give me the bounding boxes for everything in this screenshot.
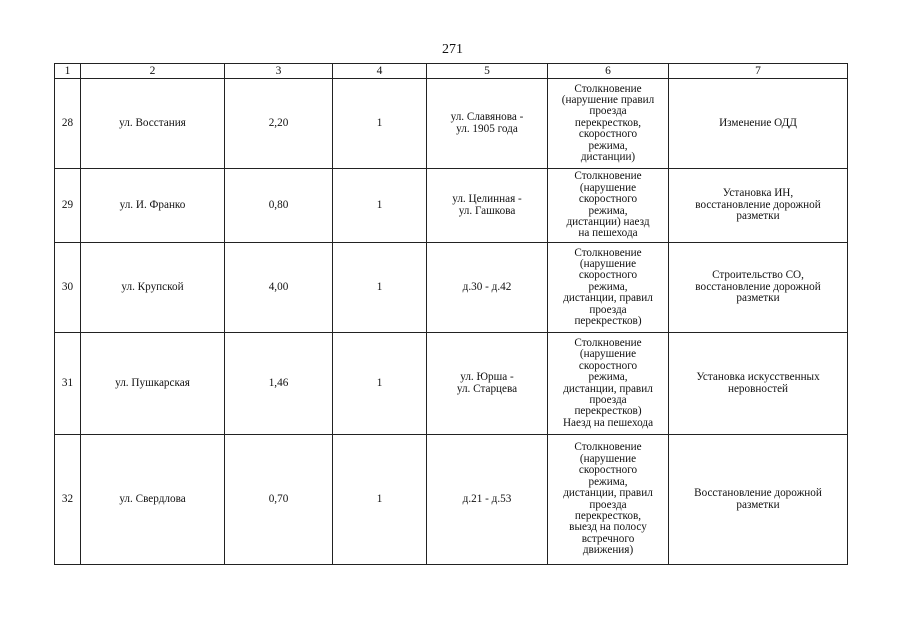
proposed-measures: Установка ИН, восстановление дорожной разметки [669, 169, 848, 243]
street-section: ул. Целинная - ул. Гашкова [427, 169, 548, 243]
accident-count: 1 [333, 333, 427, 435]
street-section: ул. Славянова - ул. 1905 года [427, 79, 548, 169]
table-row [55, 79, 848, 169]
street-name: ул. Крупской [81, 243, 225, 333]
street-name: ул. Восстания [81, 79, 225, 169]
section-length: 0,80 [225, 169, 333, 243]
page-number: 271 [442, 42, 463, 57]
row-number: 31 [55, 333, 81, 435]
accident-count: 1 [333, 169, 427, 243]
street-name: ул. Пушкарская [81, 333, 225, 435]
row-number: 29 [55, 169, 81, 243]
section-length: 2,20 [225, 79, 333, 169]
accident-reason: Столкновение (нарушение правил проезда перекрестков, скоростного режима, дистанции) [548, 79, 669, 169]
street-name: ул. Свердлова [81, 435, 225, 565]
proposed-measures: Установка искусственных неровностей [669, 333, 848, 435]
section-length: 1,46 [225, 333, 333, 435]
column-header-1: 1 [55, 64, 81, 79]
column-header-3: 3 [225, 64, 333, 79]
accident-reason: Столкновение (нарушение скоростного режима, дистанции, правил проезда перекрестков) Наезд на пешехода [548, 333, 669, 435]
accident-reason: Столкновение (нарушение скоростного режима, дистанции, правил проезда перекрестков, выезд на полосу встречного движения) [548, 435, 669, 565]
accident-reason: Столкновение (нарушение скоростного режима, дистанции) наезд на пешехода [548, 169, 669, 243]
accident-count: 1 [333, 435, 427, 565]
table-row [55, 243, 848, 333]
row-number: 30 [55, 243, 81, 333]
table-row [55, 435, 848, 565]
column-header-6: 6 [548, 64, 669, 79]
column-header-5: 5 [427, 64, 548, 79]
section-length: 4,00 [225, 243, 333, 333]
proposed-measures: Изменение ОДД [669, 79, 848, 169]
row-number: 28 [55, 79, 81, 169]
accident-count: 1 [333, 79, 427, 169]
column-header-2: 2 [81, 64, 225, 79]
street-section: д.30 - д.42 [427, 243, 548, 333]
table-row [55, 333, 848, 435]
proposed-measures: Строительство СО, восстановление дорожной разметки [669, 243, 848, 333]
table-row [55, 169, 848, 243]
column-header-4: 4 [333, 64, 427, 79]
proposed-measures: Восстановление дорожной разметки [669, 435, 848, 565]
street-name: ул. И. Франко [81, 169, 225, 243]
street-section: ул. Юрша - ул. Старцева [427, 333, 548, 435]
section-length: 0,70 [225, 435, 333, 565]
street-section: д.21 - д.53 [427, 435, 548, 565]
header-row [55, 64, 848, 79]
accident-reason: Столкновение (нарушение скоростного режима, дистанции, правил проезда перекрестков) [548, 243, 669, 333]
column-header-7: 7 [669, 64, 848, 79]
row-number: 32 [55, 435, 81, 565]
accident-sites-table [54, 63, 848, 565]
accident-count: 1 [333, 243, 427, 333]
